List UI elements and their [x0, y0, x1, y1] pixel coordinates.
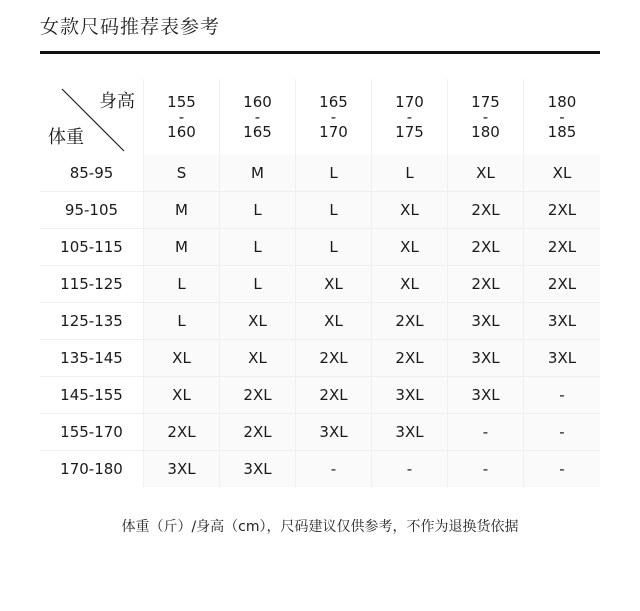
size-cell: 2XL [220, 414, 296, 451]
size-cell: 3XL [448, 340, 524, 377]
height-range-header [372, 79, 448, 155]
size-cell: - [524, 451, 600, 487]
table-header-row [40, 79, 600, 155]
height-range-header [448, 79, 524, 155]
size-cell: L [220, 266, 296, 303]
table-row [40, 266, 600, 303]
size-cell: L [296, 192, 372, 229]
size-cell: 2XL [448, 229, 524, 266]
size-cell: 2XL [448, 266, 524, 303]
size-cell: 2XL [372, 303, 448, 340]
size-cell: XL [524, 155, 600, 192]
size-cell: - [296, 451, 372, 487]
weight-range-cell: 85-95 [40, 155, 144, 192]
table-row [40, 229, 600, 266]
weight-range-cell: 170-180 [40, 451, 144, 487]
table-row [40, 192, 600, 229]
height-range-header [144, 79, 220, 155]
table-row [40, 155, 600, 192]
size-cell: XL [372, 192, 448, 229]
corner-header-cell [40, 79, 144, 155]
size-cell: XL [144, 377, 220, 414]
height-range-to: 170 [319, 123, 348, 141]
size-cell: 3XL [448, 303, 524, 340]
size-cell: 2XL [144, 414, 220, 451]
size-cell: 2XL [524, 229, 600, 266]
page-title: 女款尺码推荐表参考 [40, 16, 221, 38]
size-cell: - [524, 414, 600, 451]
size-chart-table [40, 79, 600, 487]
height-range-header [220, 79, 296, 155]
size-cell: XL [372, 266, 448, 303]
size-cell: 2XL [296, 340, 372, 377]
height-range-header [524, 79, 600, 155]
size-cell: L [144, 303, 220, 340]
size-cell: - [372, 451, 448, 487]
height-range-from: 160 [243, 93, 272, 111]
size-cell: - [448, 451, 524, 487]
weight-range-cell: 145-155 [40, 377, 144, 414]
title-divider [40, 51, 600, 54]
footnote: 体重（斤）/身高（cm），尺码建议仅供参考，不作为退换货依据 [121, 519, 519, 535]
size-cell: 3XL [524, 340, 600, 377]
weight-range-cell: 105-115 [40, 229, 144, 266]
size-cell: L [296, 155, 372, 192]
height-range-sep: - [482, 108, 489, 126]
size-cell: L [372, 155, 448, 192]
table-row [40, 303, 600, 340]
size-cell: 3XL [220, 451, 296, 487]
size-cell: 3XL [448, 377, 524, 414]
size-cell: S [144, 155, 220, 192]
height-range-sep: - [406, 108, 413, 126]
height-range-from: 165 [319, 93, 348, 111]
weight-range-cell: 125-135 [40, 303, 144, 340]
size-cell: M [144, 192, 220, 229]
size-cell: 3XL [144, 451, 220, 487]
weight-range-cell: 95-105 [40, 192, 144, 229]
size-cell: XL [296, 303, 372, 340]
size-cell: 2XL [296, 377, 372, 414]
height-range-to: 185 [547, 123, 577, 141]
size-cell: 3XL [296, 414, 372, 451]
size-cell: XL [144, 340, 220, 377]
size-cell: 2XL [372, 340, 448, 377]
weight-range-cell: 115-125 [40, 266, 144, 303]
height-axis-label: 身高 [99, 91, 135, 112]
table-row [40, 377, 600, 414]
size-cell: L [220, 192, 296, 229]
height-range-sep: - [559, 108, 565, 126]
weight-range-cell: 135-145 [40, 340, 144, 377]
height-range-sep: - [254, 108, 261, 126]
height-range-to: 160 [167, 123, 196, 141]
height-range-from: 170 [395, 93, 424, 111]
size-cell: 3XL [372, 414, 448, 451]
height-range-to: 165 [243, 123, 272, 141]
table-row [40, 414, 600, 451]
weight-axis-label: 体重 [48, 127, 84, 148]
table-row [40, 451, 600, 487]
table-row [40, 340, 600, 377]
size-cell: L [220, 229, 296, 266]
height-range-from: 175 [471, 93, 500, 111]
size-cell: 3XL [524, 303, 600, 340]
height-range-sep: - [330, 108, 337, 126]
size-cell: XL [296, 266, 372, 303]
height-range-header [296, 79, 372, 155]
size-cell: XL [220, 303, 296, 340]
size-cell: 2XL [220, 377, 296, 414]
size-cell: 2XL [524, 192, 600, 229]
size-cell: - [448, 414, 524, 451]
size-cell: M [220, 155, 296, 192]
size-cell: 3XL [372, 377, 448, 414]
height-range-to: 175 [395, 123, 424, 141]
size-cell: M [144, 229, 220, 266]
height-range-from: 155 [167, 93, 196, 111]
height-range-to: 180 [471, 123, 500, 141]
size-cell: XL [220, 340, 296, 377]
size-cell: XL [448, 155, 524, 192]
size-cell: L [296, 229, 372, 266]
size-cell: - [524, 377, 600, 414]
size-cell: XL [372, 229, 448, 266]
height-range-from: 180 [547, 93, 577, 111]
size-cell: 2XL [524, 266, 600, 303]
height-range-sep: - [178, 108, 185, 126]
weight-range-cell: 155-170 [40, 414, 144, 451]
size-cell: L [144, 266, 220, 303]
size-cell: 2XL [448, 192, 524, 229]
